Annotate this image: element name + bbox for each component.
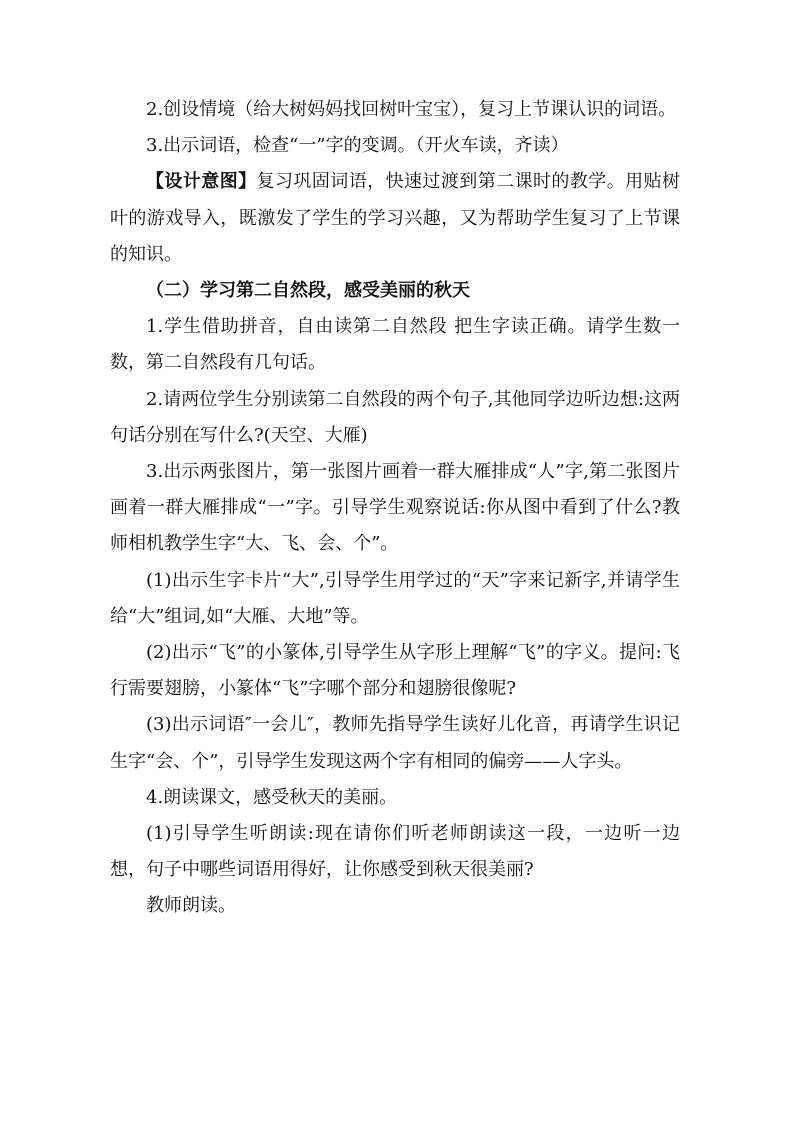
paragraph-item-1: 1.学生借助拼音，自由读第二自然段 把生字读正确。请学生数一数，第二自然段有几句话。	[110, 316, 680, 374]
design-intent-text: 复习巩固词语，快速过渡到第二课时的教学。用贴树叶的游戏导入，既激发了学生的学习兴趣，又为帮助学生复习了上节课的知识。	[110, 171, 681, 265]
paragraph-teacher-reads: 教师朗读。	[146, 895, 236, 917]
paragraph-subitem-3: (3)出示词语″一会儿″，教师先指导学生读好儿化音，再请学生识记生字“会、个”，引导学生发现这两个字有相同的偏旁——人字头。	[110, 714, 680, 772]
paragraph-subitem-4-1: (1)引导学生听朗读:现在请你们听老师朗读这一段，一边听一边想，句子中哪些词语用得好，让你感受到秋天很美丽?	[110, 823, 680, 881]
paragraph-step-2: 2.创设情境（给大树妈妈找回树叶宝宝），复习上节课认识的词语。	[146, 99, 677, 120]
paragraph-step-3: 3.出示词语，检查“一”字的变调。（开火车读，齐读）	[146, 135, 569, 157]
paragraph-subitem-1: (1)出示生字卡片“大”,引导学生用学过的“天”字来记新字,并请学生给“大”组词,如“大雁、大地”等。	[110, 569, 680, 627]
section-heading: （二）学习第二自然段，感受美丽的秋天	[146, 280, 470, 302]
document-body	[110, 92, 680, 925]
paragraph-item-3: 3.出示两张图片，第一张图片画着一群大雁排成“人”字,第二张图片画着一群大雁排成“一”字。引导学生观察说话:你从图中看到了什么?教师相机教学生字“大、飞、会、个”。	[110, 461, 681, 555]
paragraph-subitem-2: (2)出示“飞”的小篆体,引导学生从字形上理解“飞”的字义。提问:飞行需要翅膀，小篆体“飞”字哪个部分和翅膀很像呢?	[110, 642, 680, 700]
paragraph-item-2: 2.请两位学生分别读第二自然段的两个句子,其他同学边听边想:这两句话分别在写什么?(天空、大雁)	[110, 388, 680, 446]
design-intent-label: 【设计意图】	[146, 171, 257, 193]
paragraph-item-4: 4.朗读课文，感受秋天的美丽。	[146, 786, 398, 808]
paragraph-design-intent	[110, 164, 680, 273]
